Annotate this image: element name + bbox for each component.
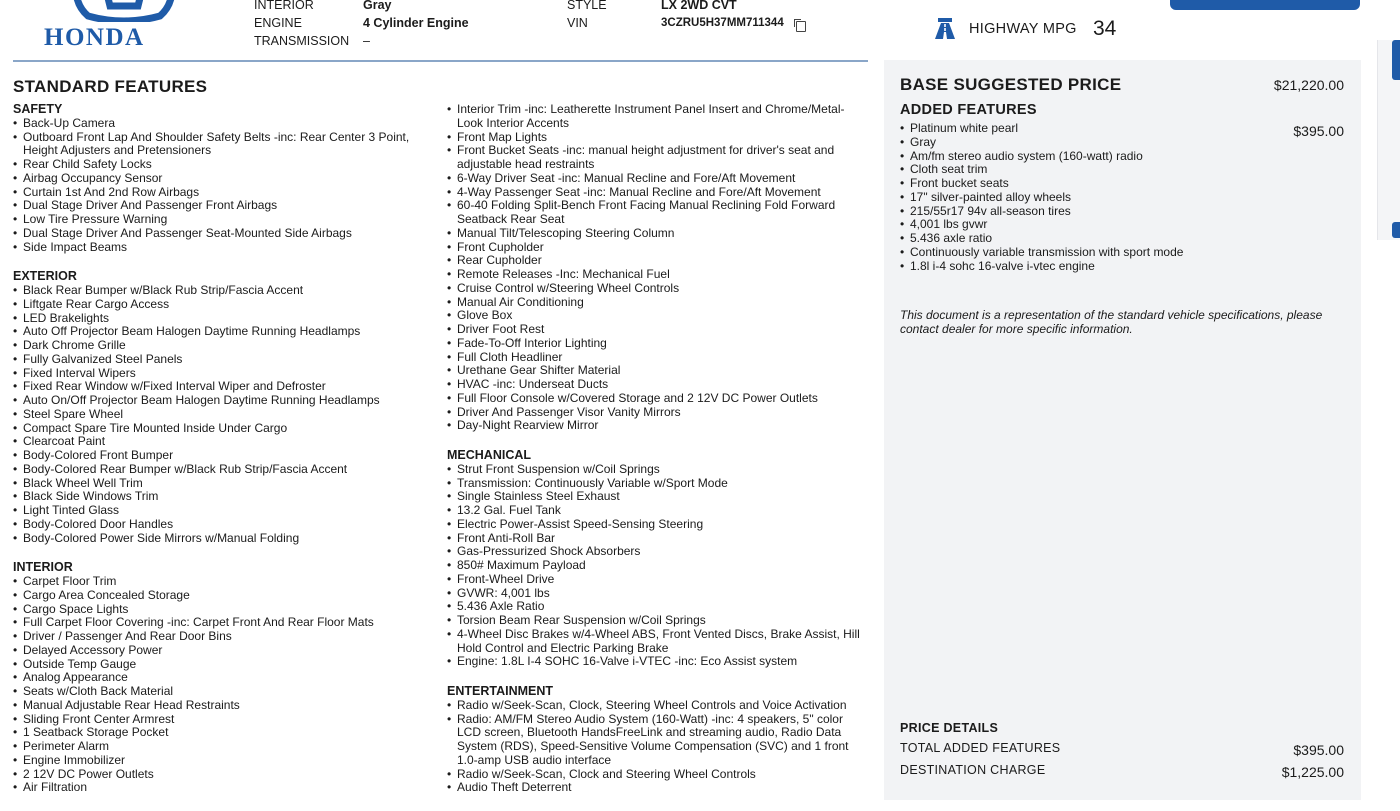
feature-item: • 4-Way Passenger Seat -inc: Manual Recline and Fore/Aft Movement <box>447 186 865 200</box>
spec-value: – <box>363 34 370 48</box>
spec-label: VIN <box>567 16 588 30</box>
spec-label: ENGINE <box>254 16 302 30</box>
feature-item: • Urethane Gear Shifter Material <box>447 364 865 378</box>
feature-item: • 60-40 Folding Split-Bench Front Facing Manual Reclining Fold Forward Seatback Rear Seat <box>447 199 865 227</box>
feature-section-exterior <box>13 270 431 545</box>
feature-section-mechanical <box>447 449 865 669</box>
feature-item: • Electric Power-Assist Speed-Sensing Steering <box>447 518 865 532</box>
feature-item: • Air Filtration <box>13 781 431 795</box>
feature-item: • Remote Releases -Inc: Mechanical Fuel <box>447 268 865 282</box>
added-feature-item: • Am/fm stereo audio system (160-watt) radio <box>900 150 1280 164</box>
feature-item: • Front Anti-Roll Bar <box>447 532 865 546</box>
feature-item: • Fully Galvanized Steel Panels <box>13 353 431 367</box>
feature-section-title: ENTERTAINMENT <box>447 684 554 698</box>
feature-item: • Rear Child Safety Locks <box>13 158 431 172</box>
feature-item: • Curtain 1st And 2nd Row Airbags <box>13 186 431 200</box>
feature-item: • Front Cupholder <box>447 241 865 255</box>
feature-item: • Body-Colored Power Side Mirrors w/Manual Folding <box>13 532 431 546</box>
feature-item: • Steel Spare Wheel <box>13 408 431 422</box>
copy-icon[interactable] <box>796 21 806 32</box>
feature-section-title: SAFETY <box>13 102 63 116</box>
added-features-list <box>900 122 1280 273</box>
feature-item: • Radio: AM/FM Stereo Audio System (160-Watt) -inc: 4 speakers, 5" color LCD screen, Bluetooth HandsFreeLink and streaming audio, Radio Data System (RDS), Speed-Sensitive Volume Compensation (SVC) and 1 front 1.0-amp USB audio interface <box>447 713 865 768</box>
feature-item: • Full Floor Console w/Covered Storage and 2 12V DC Power Outlets <box>447 392 865 406</box>
feature-item: • Full Carpet Floor Covering -inc: Carpet Front And Rear Floor Mats <box>13 616 431 630</box>
added-features-price: $395.00 <box>1293 123 1344 139</box>
feature-item: • Interior Trim -inc: Leatherette Instrument Panel Insert and Chrome/Metal-Look Interior Accents <box>447 103 865 131</box>
added-feature-item: • 1.8l i-4 sohc 16-valve i-vtec engine <box>900 260 1280 274</box>
feature-item: • LED Brakelights <box>13 312 431 326</box>
feature-item: • Fixed Rear Window w/Fixed Interval Wiper and Defroster <box>13 380 431 394</box>
feature-section-title: MECHANICAL <box>447 448 532 462</box>
features-column-2 <box>447 103 865 811</box>
base-price-value: $21,220.00 <box>1273 77 1344 93</box>
base-price-label: BASE SUGGESTED PRICE <box>900 75 1122 94</box>
feature-item: • 850# Maximum Payload <box>447 559 865 573</box>
side-edge-tab[interactable] <box>1392 40 1400 80</box>
feature-item: • Auto Off Projector Beam Halogen Daytime Running Headlamps <box>13 325 431 339</box>
header-action-button[interactable] <box>1170 0 1360 10</box>
feature-section-interior <box>13 561 431 795</box>
feature-item: • Glove Box <box>447 309 865 323</box>
feature-item: • Radio w/Seek-Scan, Clock, Steering Wheel Controls and Voice Activation <box>447 699 865 713</box>
feature-item: • Driver / Passenger And Rear Door Bins <box>13 630 431 644</box>
feature-item: • Audio Theft Deterrent <box>447 781 865 795</box>
feature-item: • Manual Air Conditioning <box>447 296 865 310</box>
feature-item: • Cargo Area Concealed Storage <box>13 589 431 603</box>
feature-item: • Manual Adjustable Rear Head Restraints <box>13 699 431 713</box>
feature-item: • 5.436 Axle Ratio <box>447 600 865 614</box>
price-detail-value: $1,225.00 <box>1281 764 1344 780</box>
feature-section-entertainment <box>447 685 865 795</box>
feature-item: • Seats w/Cloth Back Material <box>13 685 431 699</box>
feature-item: • Low Tire Pressure Warning <box>13 213 431 227</box>
added-feature-item: • 4,001 lbs gvwr <box>900 218 1280 232</box>
section-divider <box>13 60 868 62</box>
feature-item: • Strut Front Suspension w/Coil Springs <box>447 463 865 477</box>
feature-item: • Driver And Passenger Visor Vanity Mirrors <box>447 406 865 420</box>
price-details-title: PRICE DETAILS <box>900 721 999 735</box>
spec-label: TRANSMISSION <box>254 34 350 48</box>
feature-item: • Carpet Floor Trim <box>13 575 431 589</box>
feature-item: • Driver Foot Rest <box>447 323 865 337</box>
price-detail-label: DESTINATION CHARGE <box>900 763 1046 777</box>
spec-vin <box>567 14 867 32</box>
feature-item: • Outboard Front Lap And Shoulder Safety Belts -inc: Rear Center 3 Point, Height Adjusters and Pretensioners <box>13 131 431 159</box>
feature-item: • 6-Way Driver Seat -inc: Manual Recline and Fore/Aft Movement <box>447 172 865 186</box>
feature-item: • 2 12V DC Power Outlets <box>13 768 431 782</box>
feature-item: • Black Rear Bumper w/Black Rub Strip/Fascia Accent <box>13 284 431 298</box>
feature-item: • Body-Colored Door Handles <box>13 518 431 532</box>
price-detail-value: $395.00 <box>1293 742 1344 758</box>
side-edge-tab[interactable] <box>1392 222 1400 238</box>
feature-item: • GVWR: 4,001 lbs <box>447 587 865 601</box>
feature-item: • Engine Immobilizer <box>13 754 431 768</box>
feature-item: • Black Wheel Well Trim <box>13 477 431 491</box>
feature-item: • Outside Temp Gauge <box>13 658 431 672</box>
feature-item: • Torsion Beam Rear Suspension w/Coil Springs <box>447 614 865 628</box>
feature-section-title: INTERIOR <box>13 560 73 575</box>
feature-item: • Fade-To-Off Interior Lighting <box>447 337 865 351</box>
feature-item: • Perimeter Alarm <box>13 740 431 754</box>
feature-item: • Fixed Interval Wipers <box>13 367 431 381</box>
feature-item: • Single Stainless Steel Exhaust <box>447 490 865 504</box>
brand-wordmark: HONDA <box>44 24 145 51</box>
price-detail-row <box>900 763 1344 780</box>
feature-item: • Radio w/Seek-Scan, Clock and Steering Wheel Controls <box>447 768 865 782</box>
spec-label: INTERIOR <box>254 0 314 12</box>
feature-item: • Auto On/Off Projector Beam Halogen Daytime Running Headlamps <box>13 394 431 408</box>
added-feature-item: • Gray <box>900 136 1280 150</box>
spec-value: 4 Cylinder Engine <box>363 16 469 30</box>
highway-mpg-label: HIGHWAY MPG <box>969 21 1077 37</box>
feature-item: • Engine: 1.8L I-4 SOHC 16-Valve i-VTEC -inc: Eco Assist system <box>447 655 865 669</box>
spec-value: LX 2WD CVT <box>661 0 737 12</box>
feature-item: • Front Bucket Seats -inc: manual height adjustment for driver's seat and adjustable head restraints <box>447 144 865 172</box>
feature-item: • Delayed Accessory Power <box>13 644 431 658</box>
added-feature-item: • Cloth seat trim <box>900 163 1280 177</box>
feature-item: • Black Side Windows Trim <box>13 490 431 504</box>
feature-item: • Body-Colored Rear Bumper w/Black Rub Strip/Fascia Accent <box>13 463 431 477</box>
added-feature-item: • Continuously variable transmission with sport mode <box>900 246 1280 260</box>
feature-item: • HVAC -inc: Underseat Ducts <box>447 378 865 392</box>
added-feature-item: • 17" silver-painted alloy wheels <box>900 191 1280 205</box>
feature-section <box>447 103 865 433</box>
feature-item: • Liftgate Rear Cargo Access <box>13 298 431 312</box>
feature-item: • Side Impact Beams <box>13 241 431 255</box>
feature-item: • Gas-Pressurized Shock Absorbers <box>447 545 865 559</box>
added-features-title: ADDED FEATURES <box>900 102 1037 118</box>
features-column-1 <box>13 103 431 811</box>
vin-value: 3CZRU5H37MM711344 <box>661 17 784 29</box>
feature-item: • Clearcoat Paint <box>13 435 431 449</box>
feature-item: • Sliding Front Center Armrest <box>13 713 431 727</box>
disclaimer-note: This document is a representation of the standard vehicle specifications, please contact dealer for more specific information. <box>900 308 1323 336</box>
feature-item: • Dual Stage Driver And Passenger Front Airbags <box>13 199 431 213</box>
feature-item: • Analog Appearance <box>13 671 431 685</box>
feature-item: • 1 Seatback Storage Pocket <box>13 726 431 740</box>
added-feature-item: • Front bucket seats <box>900 177 1280 191</box>
feature-section-title: EXTERIOR <box>13 269 77 284</box>
feature-item: • 13.2 Gal. Fuel Tank <box>447 504 865 518</box>
feature-item: • Compact Spare Tire Mounted Inside Under Cargo <box>13 422 431 436</box>
added-feature-item: • 5.436 axle ratio <box>900 232 1280 246</box>
price-detail-row <box>900 741 1344 758</box>
highway-mpg-value: 34 <box>1093 17 1117 40</box>
feature-item: • Cruise Control w/Steering Wheel Controls <box>447 282 865 296</box>
feature-item: • Manual Tilt/Telescoping Steering Column <box>447 227 865 241</box>
feature-item: • Back-Up Camera <box>13 117 431 131</box>
honda-logo-icon <box>70 0 178 22</box>
price-detail-label: TOTAL ADDED FEATURES <box>900 741 1061 755</box>
spec-label: STYLE <box>567 0 607 12</box>
feature-item: • 4-Wheel Disc Brakes w/4-Wheel ABS, Front Vented Discs, Brake Assist, Hill Hold Control and Electric Parking Brake <box>447 628 865 656</box>
feature-item: • Dark Chrome Grille <box>13 339 431 353</box>
feature-item: • Dual Stage Driver And Passenger Seat-Mounted Side Airbags <box>13 227 431 241</box>
feature-item: • Front Map Lights <box>447 131 865 145</box>
feature-item: • Front-Wheel Drive <box>447 573 865 587</box>
feature-item: • Body-Colored Front Bumper <box>13 449 431 463</box>
feature-item: • Full Cloth Headliner <box>447 351 865 365</box>
feature-item: • Light Tinted Glass <box>13 504 431 518</box>
feature-item: • Airbag Occupancy Sensor <box>13 172 431 186</box>
added-feature-item: • Platinum white pearl <box>900 122 1280 136</box>
feature-item: • Cargo Space Lights <box>13 603 431 617</box>
feature-item: • Rear Cupholder <box>447 254 865 268</box>
spec-value: Gray <box>363 0 392 12</box>
highway-icon <box>934 18 956 40</box>
feature-section-safety <box>13 103 431 254</box>
standard-features-title: STANDARD FEATURES <box>13 77 208 96</box>
feature-item: • Transmission: Continuously Variable w/Sport Mode <box>447 477 865 491</box>
added-feature-item: • 215/55r17 94v all-season tires <box>900 205 1280 219</box>
feature-item: • Day-Night Rearview Mirror <box>447 419 865 433</box>
